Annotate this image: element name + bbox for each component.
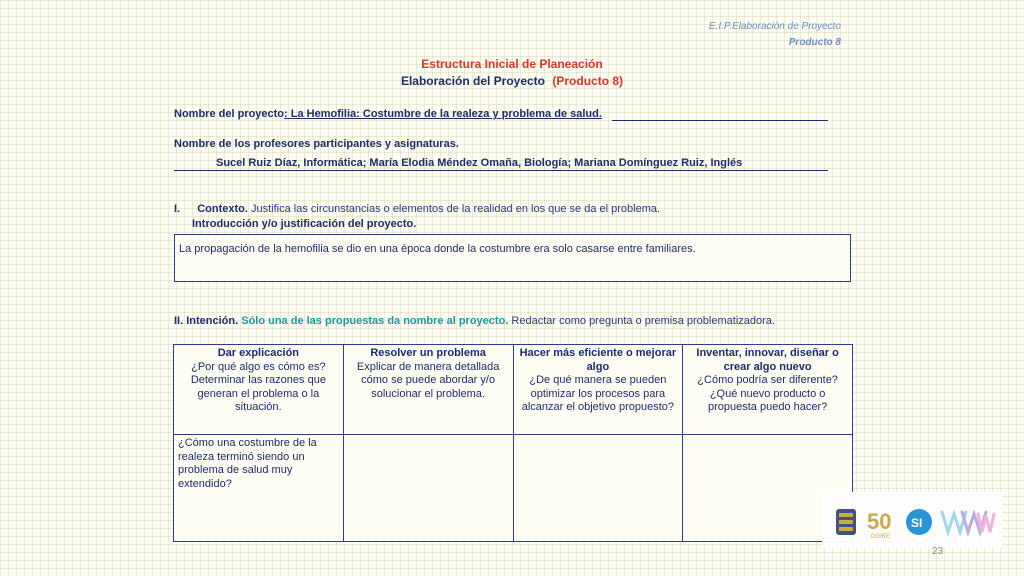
page-number: 23 [932,546,944,557]
intention-label: II. Intención. [174,315,239,327]
option-text: Explicar de manera detallada cómo se puede abordar y/o solucionar el problema. [356,360,500,400]
table-answer-row [174,435,853,542]
context-answer-box [174,234,851,282]
anniversary-logo [867,509,891,540]
anniversary-number: 50 [867,509,892,534]
context-number: I. [174,203,181,215]
option-text: ¿Cómo podría ser diferente? ¿Qué nuevo producto o propuesta puedo hacer? [697,374,838,413]
table-header-row [174,345,853,435]
teachers-underline [174,170,828,171]
anniversary-subtitle: DGIRE [871,534,891,540]
context-line [174,203,660,215]
main-title: Estructura Inicial de Planeación [421,57,603,71]
option-cell-innovate [683,345,853,435]
option-heading: Inventar, innovar, diseñar o crear algo nuevo [696,347,839,373]
intention-table [173,344,853,542]
sub-title [0,74,1024,88]
context-sublabel: Introducción y/o justificación del proyecto. [192,218,417,230]
teachers-label: Nombre de los profesores participantes y asignaturas. [174,138,459,150]
unam-logo [836,509,856,535]
option-heading: Dar explicación [217,347,300,359]
wmm-logo [942,512,994,532]
option-cell-explanation [174,345,344,435]
answer-cell [513,435,683,542]
si-label: SI [911,516,923,530]
project-name-label: Nombre del proyecto [174,108,285,120]
si-logo [906,509,932,535]
context-label: Contexto. [197,203,248,215]
sub-title-text: Elaboración del Proyecto [400,74,546,88]
context-answer: La propagación de la hemofilia se dio en una época donde la costumbre era solo casarse entre familiares. [179,243,696,255]
intention-line [174,315,775,327]
logos-svg [822,492,1002,548]
logos-strip [822,492,1002,548]
intention-description: Redactar como pregunta o premisa problematizadora. [511,315,775,327]
sub-title-product: (Producto 8) [552,74,624,88]
intention-teal: Sólo una de las propuestas da nombre al proyecto. [241,315,509,327]
option-text: ¿De qué manera se pueden optimizar los procesos para alcanzar el objetivo propuesto? [521,374,674,413]
header-line-1: E.I.P.Elaboración de Proyecto [708,21,841,32]
answer-cell [343,435,513,542]
option-heading: Hacer más eficiente o mejorar algo [519,347,677,373]
project-name-line [174,108,602,120]
project-name-value: : La Hemofilia: Costumbre de la realeza y problema de salud. [284,108,602,120]
project-name-underline [612,120,828,121]
context-description: Justifica las circunstancias o elementos de la realidad en los que se da el problema. [250,203,661,215]
header-line-2: Producto 8 [788,37,841,48]
answer-cell: ¿Cómo una costumbre de la realeza terminó siendo un problema de salud muy extendido? [174,435,344,542]
teachers-value: Sucel Ruiz Díaz, Informática; María Elodia Méndez Omaña, Biología; Mariana Domínguez Ruiz, Inglés [216,157,743,169]
option-heading: Resolver un problema [370,347,486,359]
option-cell-improve [513,345,683,435]
option-cell-solve [343,345,513,435]
option-text: ¿Por qué algo es cómo es? Determinar las razones que generan el problema o la situación. [190,360,326,413]
